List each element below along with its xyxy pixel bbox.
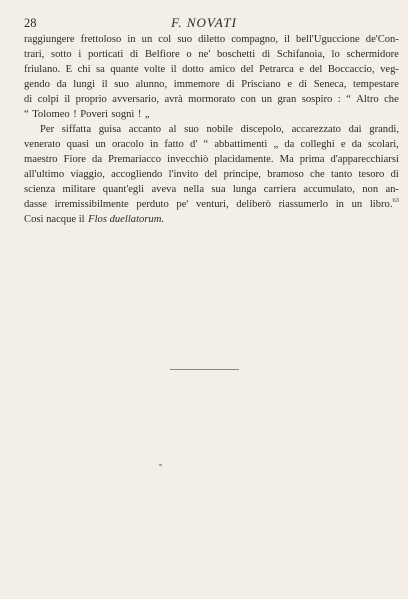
word: veg- — [380, 64, 399, 75]
word: un — [95, 139, 106, 150]
text-line — [24, 197, 399, 212]
word: proprio — [75, 94, 107, 105]
word: nella — [183, 184, 205, 195]
word: gran — [277, 94, 297, 105]
word: chi — [77, 64, 91, 75]
word: del — [204, 169, 218, 180]
closing-title: Flos duellatorum. — [88, 214, 165, 225]
word: militare — [62, 184, 96, 195]
word: avversario, — [112, 94, 160, 105]
word: compagno, — [231, 34, 279, 45]
word: d' — [190, 139, 198, 150]
word: discepolo, — [240, 124, 284, 135]
word: scienza — [24, 184, 56, 195]
word: accogliendo — [111, 169, 163, 180]
body-text — [24, 32, 399, 227]
word: colpi — [37, 94, 59, 105]
word: prima — [299, 154, 325, 165]
closing-line — [24, 212, 399, 227]
word: abbattimenti — [214, 139, 268, 150]
word: quante — [110, 64, 139, 75]
word: fatto — [164, 139, 184, 150]
word: con — [240, 94, 256, 105]
word: da — [92, 154, 103, 165]
word: che — [310, 169, 325, 180]
text-line — [24, 47, 399, 62]
word: da — [284, 139, 295, 150]
word: di — [129, 49, 139, 60]
word: dotto — [182, 64, 204, 75]
word: Seneca, — [313, 79, 347, 90]
word: invecchiò — [167, 154, 209, 165]
word: lunga — [232, 184, 257, 195]
word: col — [158, 34, 172, 45]
word: amico — [209, 64, 236, 75]
text-line — [24, 32, 399, 47]
word: maestro — [24, 154, 58, 165]
word: il — [284, 34, 290, 45]
word: di — [298, 79, 308, 90]
word: boschetti — [216, 49, 256, 60]
word: “ — [203, 139, 209, 150]
word: E — [65, 64, 73, 75]
word: grandi, — [369, 124, 399, 135]
word: bell'Uguccione — [296, 34, 360, 45]
word: da — [351, 139, 362, 150]
word: non — [362, 184, 379, 195]
word: un — [351, 199, 363, 210]
word: avrà — [164, 94, 183, 105]
word: libro.$^{63}$ — [369, 197, 399, 210]
word: un — [261, 94, 272, 105]
text-line — [24, 182, 399, 197]
word: principe, — [223, 169, 262, 180]
word: Premariacco — [108, 154, 162, 165]
word: suo — [184, 124, 199, 135]
word: placidamente. — [214, 154, 274, 165]
word: gendo — [24, 79, 50, 90]
word: mormorato — [188, 94, 236, 105]
text-line — [24, 62, 399, 77]
word: lungi — [73, 79, 96, 90]
word: di — [226, 79, 235, 90]
word: tanto — [331, 169, 353, 180]
closing-text: Così nacque il — [24, 214, 85, 225]
word: al — [168, 124, 177, 135]
word: schermidore — [346, 49, 399, 60]
word: aveva — [151, 184, 177, 195]
word: „ — [144, 109, 150, 120]
word: diletto — [198, 34, 226, 45]
word: Ma — [279, 154, 294, 165]
word: dasse — [24, 199, 47, 210]
word: scolari, — [367, 139, 399, 150]
footnote-ref: 63 — [392, 197, 399, 204]
text-line — [24, 107, 399, 122]
word: Poveri — [80, 109, 108, 120]
word: “ — [346, 94, 351, 105]
word: pe' — [176, 199, 189, 210]
word: l'invito — [168, 169, 199, 180]
word: o — [186, 49, 192, 60]
word: sogni — [111, 109, 135, 120]
word: quant'egli — [102, 184, 145, 195]
word: frettoloso — [80, 34, 122, 45]
word: friulano. — [24, 64, 61, 75]
word: deliberò — [236, 199, 271, 210]
text-line — [24, 77, 399, 92]
word: colleghi — [300, 139, 335, 150]
word: in — [335, 199, 344, 210]
word: il — [101, 79, 108, 90]
word: tempestare — [353, 79, 399, 90]
word: Per — [40, 124, 55, 135]
word: di — [261, 49, 271, 60]
page-number: 28 — [24, 16, 37, 30]
word: venturi, — [195, 199, 229, 210]
word: del — [240, 64, 254, 75]
word: irremissibilmente — [54, 199, 129, 210]
running-head: F. NOVATI — [171, 15, 237, 30]
word: riassumerlo — [278, 199, 329, 210]
word: e — [287, 79, 293, 90]
word: che — [384, 94, 399, 105]
word: ! — [137, 109, 142, 120]
word: da — [56, 79, 67, 90]
text-line — [24, 167, 399, 182]
paper-speck — [159, 464, 162, 466]
word: Belfiore — [144, 49, 180, 60]
word: Fiore — [63, 154, 86, 165]
word: i — [78, 49, 82, 60]
word: e — [299, 64, 304, 75]
word: e — [340, 139, 346, 150]
word: alunno, — [135, 79, 168, 90]
word: carriera — [263, 184, 297, 195]
word: Altro — [356, 94, 379, 105]
word: ! — [73, 109, 77, 120]
word: un — [141, 34, 153, 45]
word: Tolomeo — [32, 109, 70, 120]
word: viaggio, — [70, 169, 105, 180]
word: tesoro — [358, 169, 385, 180]
word: suo — [177, 34, 193, 45]
word: guisa — [98, 124, 122, 135]
text-line — [24, 137, 399, 152]
word: Prisciano — [241, 79, 281, 90]
word: „ — [273, 139, 279, 150]
word: sa — [96, 64, 105, 75]
word: il — [170, 64, 177, 75]
text-line — [24, 92, 399, 107]
word: trari, — [24, 49, 45, 60]
word: immemore — [173, 79, 220, 90]
word: oracolo — [112, 139, 144, 150]
word: porticati — [87, 49, 124, 60]
word: lo — [331, 49, 340, 60]
word: in — [127, 34, 136, 45]
section-divider — [170, 369, 239, 370]
word: bramoso — [267, 169, 304, 180]
word: accarezzato — [291, 124, 341, 135]
word: “ — [24, 109, 29, 120]
word: all'ultimo — [24, 169, 65, 180]
word: di — [390, 169, 399, 180]
word: accanto — [128, 124, 162, 135]
word: siffatta — [61, 124, 92, 135]
word: il — [64, 94, 71, 105]
word: Schifanoia, — [276, 49, 325, 60]
word: del — [309, 64, 323, 75]
word: sua — [211, 184, 226, 195]
word: an- — [385, 184, 399, 195]
word: de'Con- — [365, 34, 399, 45]
text-line — [24, 152, 399, 167]
word: accumulato, — [303, 184, 355, 195]
word: sospiro — [301, 94, 333, 105]
word: suo — [114, 79, 129, 90]
word: : — [337, 94, 341, 105]
word: raggiungere — [24, 34, 75, 45]
word: Boccaccio, — [327, 64, 375, 75]
word: in — [149, 139, 159, 150]
word: dai — [348, 124, 362, 135]
text-line — [24, 122, 399, 137]
word: d'apparecchiarsi — [330, 154, 399, 165]
word: venerato — [24, 139, 61, 150]
word: sotto — [51, 49, 72, 60]
word: Petrarca — [259, 64, 294, 75]
word: volte — [144, 64, 166, 75]
word: di — [24, 94, 33, 105]
word: quasi — [66, 139, 90, 150]
word: nobile — [206, 124, 233, 135]
word: ne' — [198, 49, 211, 60]
word: perduto — [136, 199, 169, 210]
